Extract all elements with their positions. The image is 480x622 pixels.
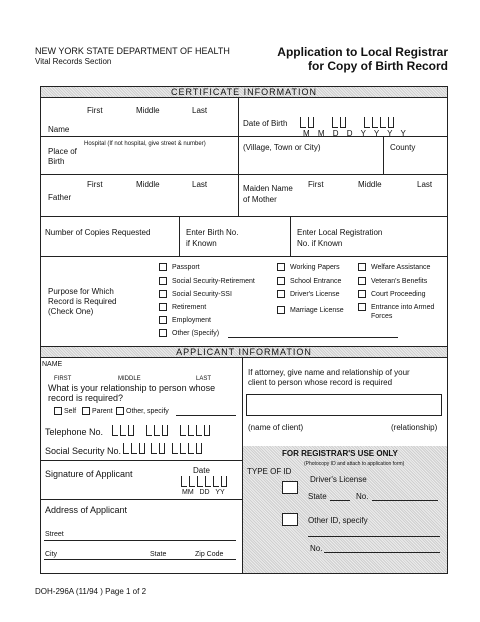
cert-name-label: Name: [48, 125, 70, 134]
address-label: Address of Applicant: [45, 505, 128, 515]
cert-middle-label: Middle: [136, 106, 160, 115]
copies-label: Number of Copies Requested: [45, 228, 151, 237]
relation-parent-checkbox[interactable]: [82, 407, 90, 415]
purpose-working-papers-label: Working Papers: [290, 264, 340, 271]
purpose-welfare-label: Welfare Assistance: [371, 264, 431, 271]
telephone-line-boxes[interactable]: [180, 425, 210, 436]
relationship-label: (relationship): [391, 423, 438, 432]
purpose-ss-retirement-checkbox[interactable]: [159, 277, 167, 285]
local-reg-line1: Enter Local Registration: [297, 228, 383, 237]
birth-no-line2: if Known: [186, 239, 217, 248]
place-of-birth-line2: Birth: [48, 157, 65, 166]
mother-middle-label: Middle: [358, 180, 382, 189]
purpose-other-label: Other (Specify): [172, 330, 220, 337]
date-format: MM DD YY: [182, 489, 225, 496]
dob-year-boxes[interactable]: [364, 117, 394, 128]
purpose-ss-retirement-label: Social Security-Retirement: [172, 278, 255, 285]
zip-label: Zip Code: [195, 551, 224, 558]
purpose-ss-ssi-label: Social Security-SSI: [172, 291, 232, 298]
purpose-armed-forces-line2: Forces: [371, 313, 393, 320]
hospital-note: Hospital (If not hospital, give street & number): [84, 141, 206, 147]
purpose-armed-forces-checkbox[interactable]: [358, 303, 366, 311]
ssn-serial-boxes[interactable]: [172, 443, 202, 454]
purpose-retirement-label: Retirement: [172, 304, 207, 311]
dob-format: M M D D Y Y Y Y: [303, 129, 409, 138]
ssn-group-boxes[interactable]: [151, 443, 165, 454]
attorney-line2: client to person whose record is required: [248, 378, 393, 387]
drivers-license-checkbox[interactable]: [282, 481, 298, 494]
client-name-label: (name of client): [248, 423, 304, 432]
purpose-court-checkbox[interactable]: [358, 290, 366, 298]
applicant-band: APPLICANT INFORMATION: [40, 346, 448, 358]
purpose-employment-checkbox[interactable]: [159, 316, 167, 324]
telephone-area-boxes[interactable]: [112, 425, 134, 436]
date-boxes[interactable]: [181, 476, 227, 487]
purpose-marriage-checkbox[interactable]: [277, 306, 285, 314]
father-first-label: First: [87, 180, 103, 189]
purpose-passport-checkbox[interactable]: [159, 263, 167, 271]
form-title-line1: Application to Local Registrar: [277, 45, 448, 59]
father-middle-label: Middle: [136, 180, 160, 189]
county-label: County: [390, 143, 416, 152]
state-label: State: [150, 551, 167, 558]
purpose-line3: (Check One): [48, 307, 94, 316]
attorney-line1: If attorney, give name and relationship of your: [248, 368, 410, 377]
purpose-drivers-license-checkbox[interactable]: [277, 290, 285, 298]
purpose-ss-ssi-checkbox[interactable]: [159, 290, 167, 298]
attorney-client-input[interactable]: [246, 394, 442, 416]
photocopy-note: (Photocopy ID and attach to application form): [304, 461, 405, 467]
purpose-veterans-checkbox[interactable]: [358, 277, 366, 285]
maiden-name-line2: of Mother: [243, 195, 277, 204]
form-id: DOH-296A (11/94 ) Page 1 of 2: [35, 587, 147, 596]
purpose-other-checkbox[interactable]: [159, 329, 167, 337]
father-last-label: Last: [192, 180, 208, 189]
purpose-line2: Record is Required: [48, 297, 117, 306]
purpose-line1: Purpose for Which: [48, 287, 114, 296]
form-title-line2: for Copy of Birth Record: [308, 59, 448, 73]
relation-self-label: Self: [64, 408, 77, 415]
purpose-working-papers-checkbox[interactable]: [277, 263, 285, 271]
purpose-school-label: School Entrance: [290, 278, 342, 285]
relation-other-line[interactable]: [176, 415, 236, 416]
mother-last-label: Last: [417, 180, 433, 189]
applicant-last-label: LAST: [196, 376, 212, 382]
telephone-label: Telephone No.: [45, 427, 104, 437]
applicant-first-label: FIRST: [54, 376, 72, 382]
purpose-drivers-license-label: Driver's License: [290, 291, 340, 298]
purpose-veterans-label: Veteran's Benefits: [371, 278, 428, 285]
relationship-line1: What is your relationship to person whose: [48, 383, 216, 393]
telephone-prefix-boxes[interactable]: [146, 425, 168, 436]
other-id-label: Other ID, specify: [308, 516, 368, 525]
drivers-license-label: Driver's License: [310, 475, 367, 484]
other-id-checkbox[interactable]: [282, 513, 298, 526]
relation-self-checkbox[interactable]: [54, 407, 62, 415]
ssn-label: Social Security No.: [45, 446, 122, 456]
dob-day-boxes[interactable]: [332, 117, 346, 128]
purpose-welfare-checkbox[interactable]: [358, 263, 366, 271]
cert-last-label: Last: [192, 106, 208, 115]
cert-first-label: First: [87, 106, 103, 115]
maiden-name-line1: Maiden Name: [243, 184, 293, 193]
village-label: (Village, Town or City): [243, 143, 321, 152]
registrar-title: FOR REGISTRAR'S USE ONLY: [282, 449, 398, 458]
section-name: Vital Records Section: [35, 57, 112, 66]
certificate-band: CERTIFICATE INFORMATION: [40, 86, 448, 98]
type-of-id-label: TYPE OF ID: [247, 467, 292, 476]
dob-label: Date of Birth: [243, 119, 288, 128]
purpose-passport-label: Passport: [172, 264, 200, 271]
ssn-area-boxes[interactable]: [123, 443, 145, 454]
purpose-school-checkbox[interactable]: [277, 277, 285, 285]
department-name: NEW YORK STATE DEPARTMENT OF HEALTH: [35, 46, 230, 56]
relation-parent-label: Parent: [92, 408, 113, 415]
date-label: Date: [193, 466, 210, 475]
local-reg-line2: No. if Known: [297, 239, 343, 248]
purpose-employment-label: Employment: [172, 317, 211, 324]
registrar-no-label: No.: [356, 492, 369, 501]
purpose-court-label: Court Proceeding: [371, 291, 426, 298]
signature-label: Signature of Applicant: [45, 469, 133, 479]
mother-first-label: First: [308, 180, 324, 189]
dob-month-boxes[interactable]: [300, 117, 314, 128]
relation-other-label: Other, specify: [126, 408, 169, 415]
applicant-middle-label: MIDDLE: [118, 376, 141, 382]
purpose-retirement-checkbox[interactable]: [159, 303, 167, 311]
purpose-other-line[interactable]: [228, 337, 398, 338]
father-label: Father: [48, 193, 72, 202]
city-label: City: [45, 551, 58, 558]
applicant-name-label: NAME: [42, 361, 63, 368]
relationship-line2: record is required?: [48, 393, 124, 403]
purpose-armed-forces-line1: Entrance into Armed: [371, 304, 435, 311]
registrar-no2-label: No.: [310, 544, 323, 553]
purpose-marriage-label: Marriage License: [290, 307, 344, 314]
relation-other-checkbox[interactable]: [116, 407, 124, 415]
street-label: Street: [45, 531, 64, 538]
registrar-state-label: State: [308, 492, 327, 501]
place-of-birth-line1: Place of: [48, 147, 77, 156]
birth-no-line1: Enter Birth No.: [186, 228, 239, 237]
